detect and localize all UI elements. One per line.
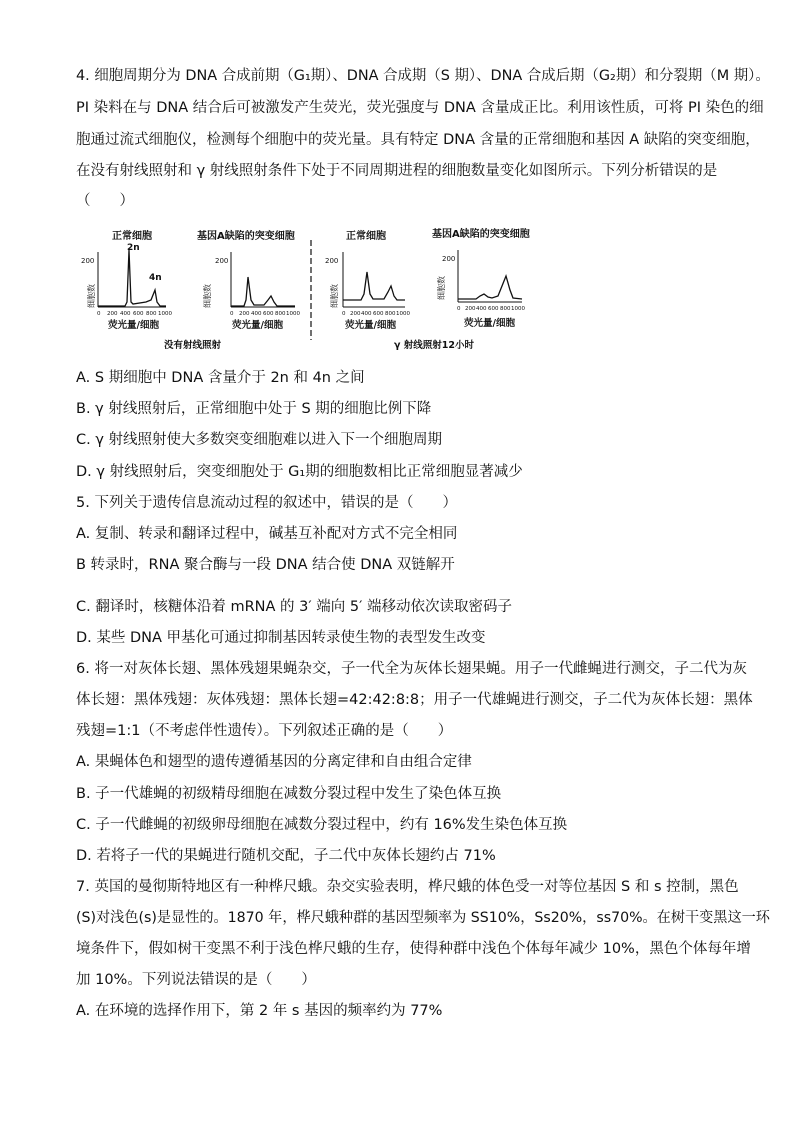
q4-stem-line-1: 4. 细胞周期分为 DNA 合成前期（G₁期）、DNA 合成期（S 期）、DNA 合成后期（G₂期）和分裂期（M 期）。 (76, 68, 770, 84)
x-tick-labels (230, 311, 300, 317)
svg-text:600: 600 (133, 311, 144, 317)
q4-option-c: C. γ 射线照射使大多数突变细胞难以进入下一个细胞周期 (76, 432, 443, 448)
y-tick: 200 (442, 255, 456, 263)
panel-title: 基因A缺陷的突变细胞 (432, 229, 530, 240)
y-axis-label: 细胞数 (330, 284, 339, 308)
panel-normal-irradiated (325, 229, 410, 331)
svg-text:0: 0 (342, 311, 346, 317)
q6-option-b: B. 子一代雄蝇的初级精母细胞在减数分裂过程中发生了染色体互换 (76, 786, 502, 802)
x-tick-labels (342, 311, 410, 317)
panel-normal-no-irradiation (81, 229, 172, 331)
y-axis-label: 细胞数 (203, 284, 212, 308)
svg-text:1000: 1000 (511, 306, 525, 312)
x-tick-labels (97, 311, 172, 317)
q6-option-d: D. 若将子一代的果蝇进行随机交配，子二代中灰体长翅约占 71% (76, 848, 496, 864)
q4-stem-line-2: PI 染料在与 DNA 结合后可被激发产生荧光，荧光强度与 DNA 含量成正比。利用该性质，可将 PI 染色的细 (76, 100, 764, 116)
x-axis-label: 荧光量/细胞 (232, 320, 283, 331)
x-tick-labels (457, 306, 525, 312)
x-axis-label: 荧光量/细胞 (108, 320, 159, 331)
group-caption-no-irradiation: 没有射线照射 (164, 340, 222, 351)
y-axis-label: 细胞数 (87, 284, 96, 308)
q5-option-b: B 转录时，RNA 聚合酶与一段 DNA 结合使 DNA 双链解开 (76, 557, 455, 573)
panel-mutant-no-irradiation (197, 229, 300, 331)
q4-answer-blank: （ ） (76, 193, 134, 209)
y-axis-label: 细胞数 (437, 276, 446, 300)
histogram-curve (343, 272, 405, 300)
q5-stem: 5. 下列关于遗传信息流动过程的叙述中，错误的是（ ） (76, 495, 457, 511)
group-caption-irradiated: γ 射线照射12小时 (394, 340, 474, 351)
q6-stem-line-3: 残翅=1:1（不考虑伴性遗传）。下列叙述正确的是（ ） (76, 723, 453, 739)
svg-text:400: 400 (476, 306, 487, 312)
y-tick: 200 (215, 257, 229, 265)
svg-text:0: 0 (457, 306, 461, 312)
q5-option-a: A. 复制、转录和翻译过程中，碱基互补配对方式不完全相同 (76, 526, 458, 542)
svg-text:200: 200 (465, 306, 476, 312)
svg-text:400: 400 (361, 311, 372, 317)
svg-text:600: 600 (263, 311, 274, 317)
y-tick: 200 (81, 257, 95, 265)
panel-mutant-irradiated (432, 227, 530, 329)
svg-text:600: 600 (373, 311, 384, 317)
y-tick: 200 (325, 257, 339, 265)
peak-4n-label: 4n (149, 273, 162, 283)
panel-title: 正常细胞 (346, 231, 386, 242)
q7-stem-line-4: 加 10%。下列说法错误的是（ ） (76, 972, 316, 988)
x-axis-label: 荧光量/细胞 (464, 318, 515, 329)
svg-text:1000: 1000 (158, 311, 172, 317)
svg-text:800: 800 (500, 306, 511, 312)
q6-option-c: C. 子一代雌蝇的初级卵母细胞在减数分裂过程中，约有 16%发生染色体互换 (76, 817, 568, 833)
histogram-curve (458, 276, 522, 299)
q6-stem-line-2: 体长翅：黑体残翅：灰体残翅：黑体长翅=42:42:8:8；用子一代雄蝇进行测交，子二代为灰体长翅：黑体 (76, 692, 753, 708)
q4-stem-line-4: 在没有射线照射和 γ 射线照射条件下处于不同周期进程的细胞数量变化如图所示。下列分析错误的是 (76, 163, 718, 179)
histogram-curve (231, 277, 295, 306)
svg-text:400: 400 (251, 311, 262, 317)
svg-text:600: 600 (488, 306, 499, 312)
svg-text:800: 800 (146, 311, 157, 317)
svg-text:800: 800 (275, 311, 286, 317)
q5-option-d: D. 某些 DNA 甲基化可通过抑制基因转录使生物的表型发生改变 (76, 630, 486, 646)
q4-option-d: D. γ 射线照射后，突变细胞处于 G₁期的细胞数相比正常细胞显著减少 (76, 464, 523, 480)
svg-text:200: 200 (350, 311, 361, 317)
q5-option-c: C. 翻译时，核糖体沿着 mRNA 的 3′ 端向 5′ 端移动依次读取密码子 (76, 599, 512, 615)
q6-stem-line-1: 6. 将一对灰体长翅、黑体残翅果蝇杂交，子一代全为灰体长翅果蝇。用子一代雌蝇进行测交，子二代为灰 (76, 661, 747, 677)
svg-text:0: 0 (97, 311, 101, 317)
svg-text:1000: 1000 (396, 311, 410, 317)
svg-text:200: 200 (107, 311, 118, 317)
q6-option-a: A. 果蝇体色和翅型的遗传遵循基因的分离定律和自由组合定律 (76, 754, 472, 770)
peak-2n-label: 2n (127, 243, 140, 253)
svg-text:1000: 1000 (286, 311, 300, 317)
flow-cytometry-figure (60, 222, 580, 354)
svg-text:800: 800 (385, 311, 396, 317)
svg-text:400: 400 (120, 311, 131, 317)
svg-text:0: 0 (230, 311, 234, 317)
x-axis-label: 荧光量/细胞 (345, 320, 396, 331)
q7-option-a: A. 在环境的选择作用下，第 2 年 s 基因的频率约为 77% (76, 1003, 443, 1019)
q4-option-b: B. γ 射线照射后，正常细胞中处于 S 期的细胞比例下降 (76, 401, 432, 417)
q7-stem-line-1: 7. 英国的曼彻斯特地区有一种桦尺蛾。杂交实验表明，桦尺蛾的体色受一对等位基因 S 和 s 控制，黑色 (76, 879, 739, 895)
q7-stem-line-3: 境条件下，假如树干变黑不利于浅色桦尺蛾的生存，使得种群中浅色个体每年减少 10%，黑色个体每年增 (76, 941, 751, 957)
q4-option-a: A. S 期细胞中 DNA 含量介于 2n 和 4n 之间 (76, 370, 365, 386)
q4-stem-line-3: 胞通过流式细胞仪，检测每个细胞中的荧光量。具有特定 DNA 含量的正常细胞和基因 A 缺陷的突变细胞， (76, 132, 760, 148)
panel-title: 基因A缺陷的突变细胞 (197, 231, 295, 242)
panel-title: 正常细胞 (112, 231, 152, 242)
q7-stem-line-2: (S)对浅色(s)是显性的。1870 年，桦尺蛾种群的基因型频率为 SS10%，Ss20%，ss70%。在树干变黑这一环 (76, 910, 770, 926)
svg-text:200: 200 (239, 311, 250, 317)
